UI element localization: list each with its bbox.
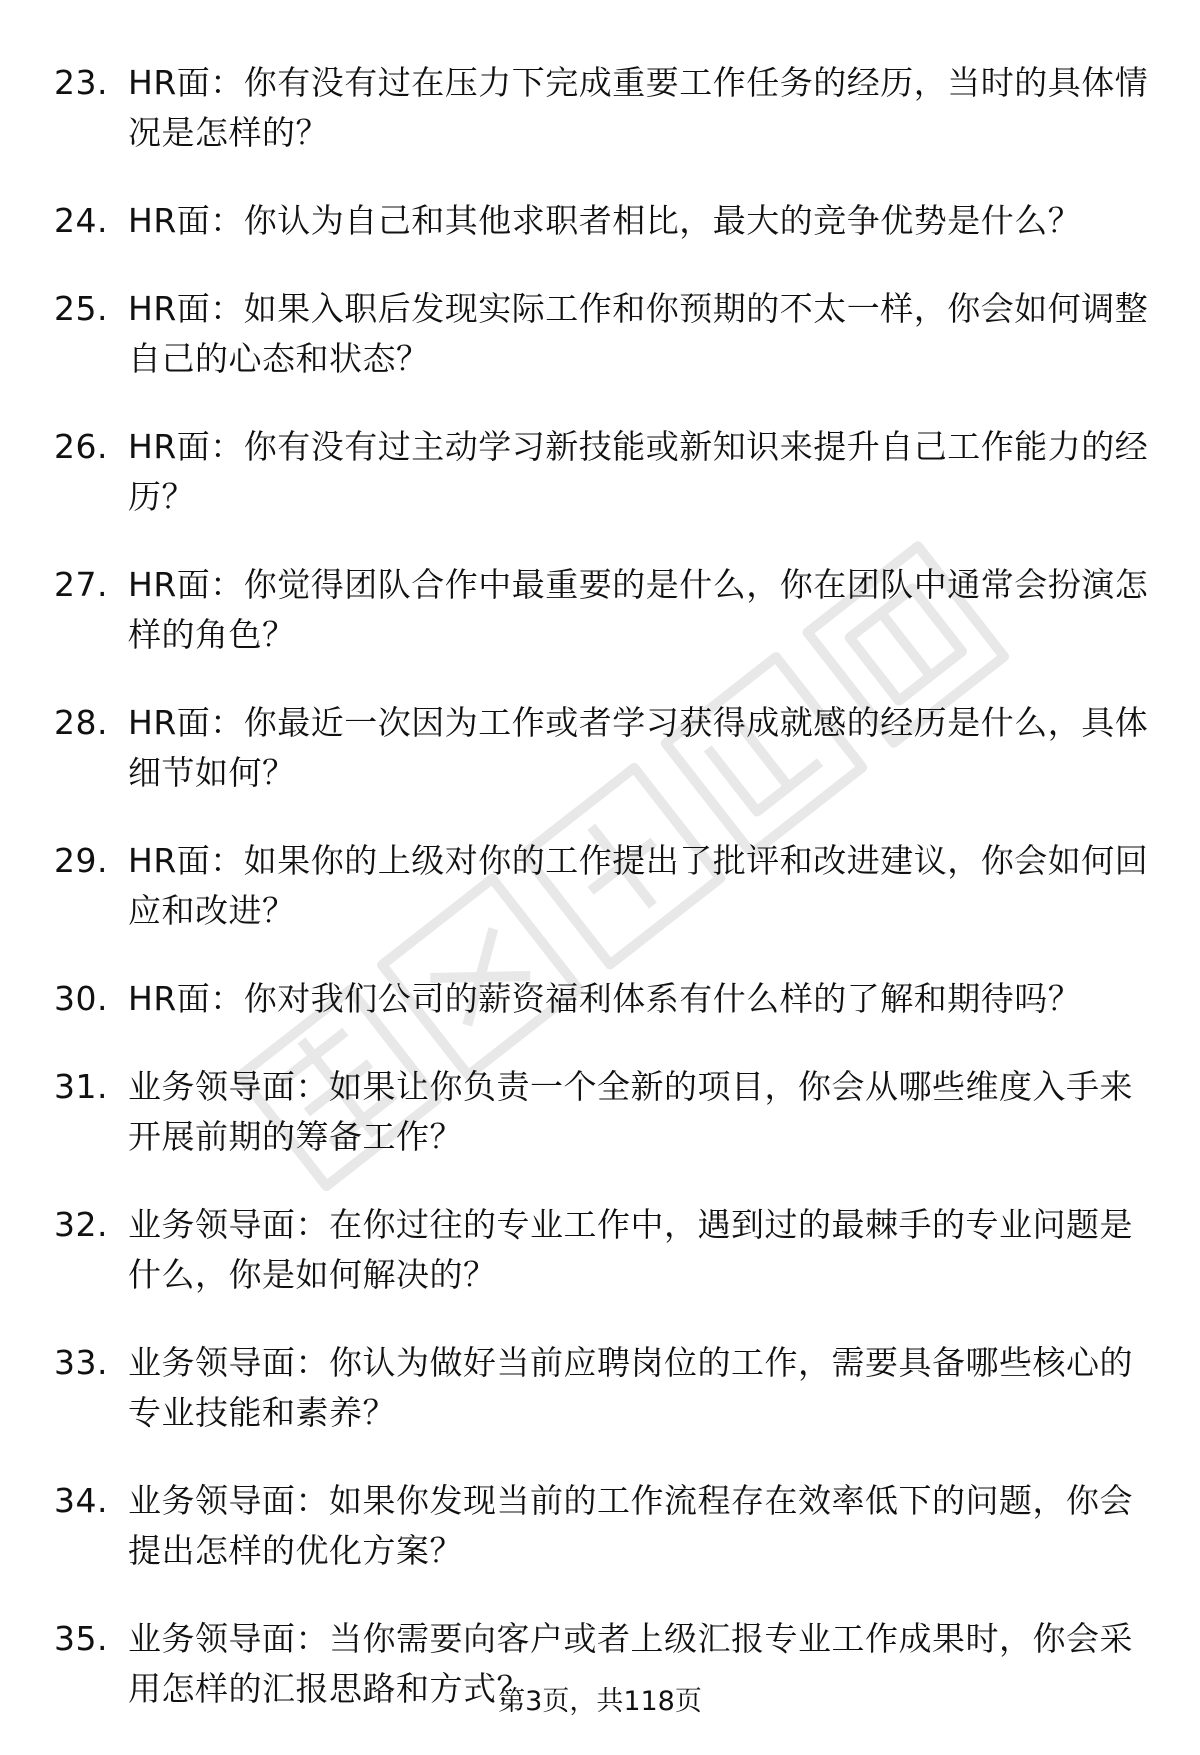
question-text: HR面：你最近一次因为工作或者学习获得成就感的经历是什么，具体细节如何？ bbox=[128, 703, 1149, 792]
question-text: HR面：如果入职后发现实际工作和你预期的不太一样，你会如何调整自己的心态和状态？ bbox=[128, 289, 1149, 378]
question-text: 业务领导面：在你过往的专业工作中，遇到过的最棘手的专业问题是什么，你是如何解决的？ bbox=[128, 1205, 1133, 1294]
question-item bbox=[0, 1476, 1200, 1576]
question-item bbox=[0, 196, 1200, 246]
question-item bbox=[0, 1062, 1200, 1162]
question-number: 30. bbox=[54, 979, 108, 1018]
question-item bbox=[0, 1338, 1200, 1438]
question-item bbox=[0, 698, 1200, 798]
question-text: 业务领导面：当你需要向客户或者上级汇报专业工作成果时，你会采用怎样的汇报思路和方式？ bbox=[128, 1619, 1133, 1708]
question-text: HR面：你觉得团队合作中最重要的是什么，你在团队中通常会扮演怎样的角色？ bbox=[128, 565, 1149, 654]
question-number: 24. bbox=[54, 201, 108, 240]
question-number: 29. bbox=[54, 841, 108, 880]
question-text: HR面：你有没有过主动学习新技能或新知识来提升自己工作能力的经历？ bbox=[128, 427, 1149, 516]
question-item bbox=[0, 1200, 1200, 1300]
question-text: 业务领导面：如果你发现当前的工作流程存在效率低下的问题，你会提出怎样的优化方案？ bbox=[128, 1481, 1133, 1570]
question-text: 业务领导面：你认为做好当前应聘岗位的工作，需要具备哪些核心的专业技能和素养？ bbox=[128, 1343, 1133, 1432]
question-text: HR面：你认为自己和其他求职者相比，最大的竞争优势是什么？ bbox=[128, 201, 1082, 240]
question-number: 26. bbox=[54, 427, 108, 466]
question-number: 28. bbox=[54, 703, 108, 742]
question-item bbox=[0, 836, 1200, 936]
question-number: 31. bbox=[54, 1067, 108, 1106]
question-text: HR面：你对我们公司的薪资福利体系有什么样的了解和期待吗？ bbox=[128, 979, 1082, 1018]
question-item bbox=[0, 422, 1200, 522]
question-number: 33. bbox=[54, 1343, 108, 1382]
question-item bbox=[0, 974, 1200, 1024]
page-footer bbox=[0, 1682, 1200, 1722]
question-item bbox=[0, 58, 1200, 158]
question-item bbox=[0, 284, 1200, 384]
page-number-label: 第3页，共118页 bbox=[498, 1686, 702, 1717]
question-number: 27. bbox=[54, 565, 108, 604]
question-number: 32. bbox=[54, 1205, 108, 1244]
question-number: 34. bbox=[54, 1481, 108, 1520]
question-number: 23. bbox=[54, 63, 108, 102]
question-number: 35. bbox=[54, 1619, 108, 1658]
question-text: 业务领导面：如果让你负责一个全新的项目，你会从哪些维度入手来开展前期的筹备工作？ bbox=[128, 1067, 1133, 1156]
question-text: HR面：你有没有过在压力下完成重要工作任务的经历，当时的具体情况是怎样的？ bbox=[128, 63, 1149, 152]
question-text: HR面：如果你的上级对你的工作提出了批评和改进建议，你会如何回应和改进？ bbox=[128, 841, 1149, 930]
question-number: 25. bbox=[54, 289, 108, 328]
question-item bbox=[0, 560, 1200, 660]
question-list bbox=[0, 58, 1200, 1752]
